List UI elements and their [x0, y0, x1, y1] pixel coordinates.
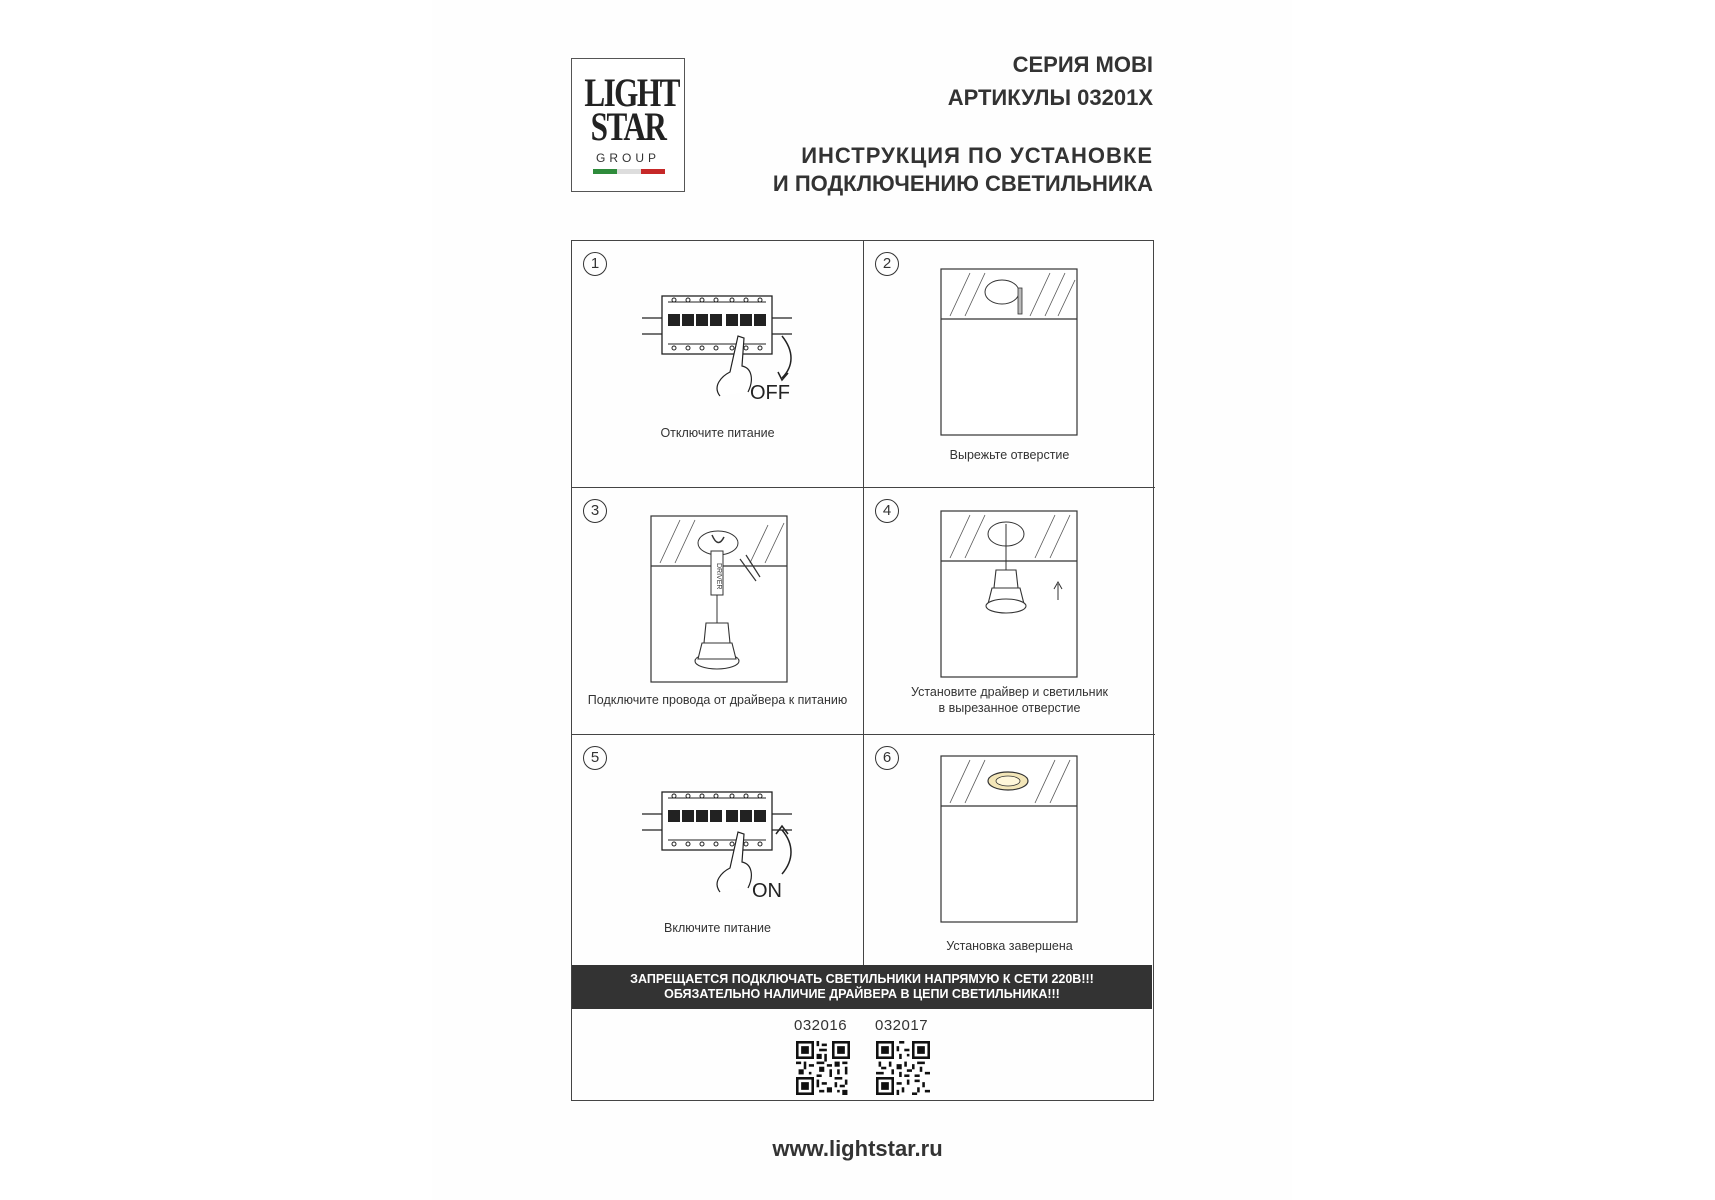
ceiling-cut-hole-illustration — [940, 268, 1080, 438]
qr-article-label: 032017 — [875, 1017, 929, 1034]
qr-code-icon[interactable] — [876, 1041, 930, 1095]
instruction-title-line1: ИНСТРУКЦИЯ ПО УСТАНОВКЕ — [801, 143, 1153, 168]
step-1-caption: Отключите питание — [660, 426, 775, 440]
step-3 — [572, 488, 864, 735]
step-4-caption-line2: в вырезанное отверстие — [938, 701, 1081, 715]
step-5 — [572, 735, 864, 965]
installed-luminaire-illustration — [940, 755, 1080, 925]
on-label: ON — [752, 880, 782, 902]
italian-flag-stripe — [593, 169, 665, 174]
step-4-caption-line1: Установите драйвер и светильник — [910, 685, 1109, 699]
step-6-caption: Установка завершена — [946, 939, 1073, 953]
logo-line3: GROUP — [595, 151, 660, 165]
qr-code-icon[interactable] — [796, 1041, 850, 1095]
qr-article-label: 032016 — [794, 1017, 848, 1034]
step-2-caption: Вырежьте отверстие — [949, 448, 1070, 462]
step-1 — [572, 241, 864, 488]
install-driver-and-luminaire-illustration — [940, 510, 1080, 680]
step-number: 3 — [583, 499, 607, 523]
steps-grid — [571, 240, 1154, 1101]
svg-text:DRIVER: DRIVER — [715, 563, 722, 590]
website-url[interactable]: www.lightstar.ru — [772, 1136, 943, 1161]
step-5-caption: Включите питание — [664, 921, 771, 935]
warning-line1: ЗАПРЕЩАЕТСЯ ПОДКЛЮЧАТЬ СВЕТИЛЬНИКИ НАПРЯМУЮ К СЕТИ 220В!!! — [630, 972, 1094, 986]
step-3-caption: Подключите провода от драйвера к питанию — [587, 693, 848, 707]
logo-line1: LIGHT — [584, 70, 679, 115]
warning-banner — [572, 965, 1152, 1009]
logo-line2: STAR — [590, 104, 666, 149]
step-4 — [864, 488, 1155, 735]
step-6 — [864, 735, 1155, 965]
lightstar-logo — [571, 58, 685, 192]
step-number: 1 — [583, 252, 607, 276]
warning-line2: ОБЯЗАТЕЛЬНО НАЛИЧИЕ ДРАЙВЕРА В ЦЕПИ СВЕТИЛЬНИКА!!! — [664, 987, 1060, 1001]
connect-driver-wires-illustration — [650, 515, 790, 685]
series-title: СЕРИЯ MOBI — [1012, 52, 1153, 77]
step-number: 2 — [875, 252, 899, 276]
step-number: 4 — [875, 499, 899, 523]
off-label: OFF — [750, 382, 790, 404]
step-number: 6 — [875, 746, 899, 770]
step-2 — [864, 241, 1155, 488]
step-number: 5 — [583, 746, 607, 770]
instruction-title-line2: И ПОДКЛЮЧЕНИЮ СВЕТИЛЬНИКА — [772, 171, 1153, 196]
articles-title: АРТИКУЛЫ 03201X — [947, 85, 1153, 110]
